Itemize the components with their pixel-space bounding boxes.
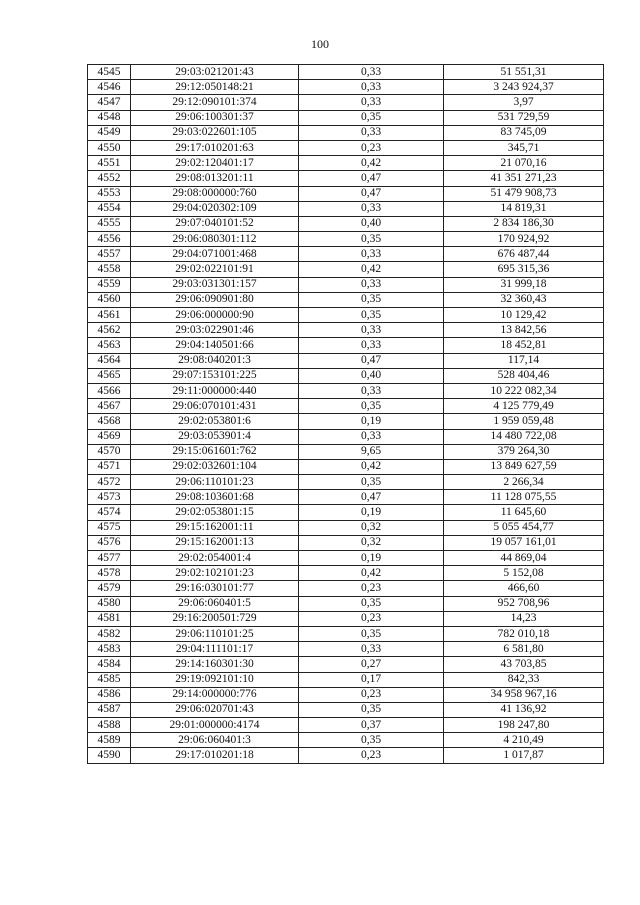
table-row bbox=[88, 216, 604, 231]
rate-cell: 0,35 bbox=[299, 399, 444, 414]
row-number-cell: 4549 bbox=[88, 125, 131, 140]
row-number-cell: 4560 bbox=[88, 292, 131, 307]
row-number-cell: 4582 bbox=[88, 626, 131, 641]
row-number-cell: 4570 bbox=[88, 444, 131, 459]
cadastral-number-cell: 29:08:000000:760 bbox=[131, 186, 299, 201]
rate-cell: 0,23 bbox=[299, 140, 444, 155]
amount-cell: 695 315,36 bbox=[444, 262, 604, 277]
table-row bbox=[88, 292, 604, 307]
table-row bbox=[88, 444, 604, 459]
row-number-cell: 4566 bbox=[88, 383, 131, 398]
cadastral-number-cell: 29:15:162001:11 bbox=[131, 520, 299, 535]
rate-cell: 0,33 bbox=[299, 125, 444, 140]
table-row bbox=[88, 490, 604, 505]
amount-cell: 782 010,18 bbox=[444, 626, 604, 641]
cadastral-number-cell: 29:02:120401:17 bbox=[131, 156, 299, 171]
amount-cell: 51 551,31 bbox=[444, 65, 604, 80]
cadastral-number-cell: 29:06:020701:43 bbox=[131, 702, 299, 717]
rate-cell: 0,42 bbox=[299, 262, 444, 277]
row-number-cell: 4556 bbox=[88, 232, 131, 247]
rate-cell: 0,47 bbox=[299, 490, 444, 505]
row-number-cell: 4572 bbox=[88, 475, 131, 490]
row-number-cell: 4557 bbox=[88, 247, 131, 262]
rate-cell: 0,40 bbox=[299, 216, 444, 231]
rate-cell: 0,42 bbox=[299, 156, 444, 171]
table-row bbox=[88, 505, 604, 520]
row-number-cell: 4580 bbox=[88, 596, 131, 611]
table-row bbox=[88, 687, 604, 702]
row-number-cell: 4546 bbox=[88, 80, 131, 95]
rate-cell: 9,65 bbox=[299, 444, 444, 459]
amount-cell: 170 924,92 bbox=[444, 232, 604, 247]
cadastral-number-cell: 29:03:031301:157 bbox=[131, 277, 299, 292]
cadastral-number-cell: 29:02:053801:15 bbox=[131, 505, 299, 520]
data-table bbox=[87, 64, 604, 764]
rate-cell: 0,33 bbox=[299, 429, 444, 444]
cadastral-number-cell: 29:03:053901:4 bbox=[131, 429, 299, 444]
amount-cell: 10 129,42 bbox=[444, 308, 604, 323]
table-row bbox=[88, 596, 604, 611]
rate-cell: 0,23 bbox=[299, 748, 444, 763]
table-row bbox=[88, 368, 604, 383]
table-row bbox=[88, 429, 604, 444]
cadastral-number-cell: 29:08:013201:11 bbox=[131, 171, 299, 186]
rate-cell: 0,33 bbox=[299, 338, 444, 353]
table-row bbox=[88, 566, 604, 581]
rate-cell: 0,33 bbox=[299, 323, 444, 338]
rate-cell: 0,23 bbox=[299, 687, 444, 702]
table-row bbox=[88, 156, 604, 171]
rate-cell: 0,42 bbox=[299, 459, 444, 474]
amount-cell: 43 703,85 bbox=[444, 657, 604, 672]
rate-cell: 0,42 bbox=[299, 566, 444, 581]
table-row bbox=[88, 323, 604, 338]
cadastral-number-cell: 29:07:153101:225 bbox=[131, 368, 299, 383]
rate-cell: 0,33 bbox=[299, 247, 444, 262]
cadastral-number-cell: 29:14:160301:30 bbox=[131, 657, 299, 672]
rate-cell: 0,33 bbox=[299, 277, 444, 292]
row-number-cell: 4587 bbox=[88, 702, 131, 717]
cadastral-number-cell: 29:02:054001:4 bbox=[131, 551, 299, 566]
table-row bbox=[88, 65, 604, 80]
cadastral-number-cell: 29:06:110101:25 bbox=[131, 626, 299, 641]
rate-cell: 0,27 bbox=[299, 657, 444, 672]
table-row bbox=[88, 672, 604, 687]
table-row bbox=[88, 232, 604, 247]
table-row bbox=[88, 551, 604, 566]
cadastral-number-cell: 29:07:040101:52 bbox=[131, 216, 299, 231]
row-number-cell: 4558 bbox=[88, 262, 131, 277]
rate-cell: 0,19 bbox=[299, 505, 444, 520]
cadastral-number-cell: 29:11:000000:440 bbox=[131, 383, 299, 398]
rate-cell: 0,35 bbox=[299, 308, 444, 323]
cadastral-number-cell: 29:06:070101:431 bbox=[131, 399, 299, 414]
amount-cell: 345,71 bbox=[444, 140, 604, 155]
amount-cell: 19 057 161,01 bbox=[444, 535, 604, 550]
row-number-cell: 4581 bbox=[88, 611, 131, 626]
amount-cell: 31 999,18 bbox=[444, 277, 604, 292]
row-number-cell: 4552 bbox=[88, 171, 131, 186]
row-number-cell: 4554 bbox=[88, 201, 131, 216]
table-row bbox=[88, 353, 604, 368]
table-row bbox=[88, 459, 604, 474]
table-row bbox=[88, 520, 604, 535]
table-row bbox=[88, 475, 604, 490]
row-number-cell: 4584 bbox=[88, 657, 131, 672]
cadastral-number-cell: 29:02:053801:6 bbox=[131, 414, 299, 429]
row-number-cell: 4555 bbox=[88, 216, 131, 231]
row-number-cell: 4576 bbox=[88, 535, 131, 550]
cadastral-number-cell: 29:04:020302:109 bbox=[131, 201, 299, 216]
row-number-cell: 4590 bbox=[88, 748, 131, 763]
table-row bbox=[88, 733, 604, 748]
table-row bbox=[88, 611, 604, 626]
cadastral-number-cell: 29:15:061601:762 bbox=[131, 444, 299, 459]
cadastral-number-cell: 29:06:100301:37 bbox=[131, 110, 299, 125]
row-number-cell: 4585 bbox=[88, 672, 131, 687]
row-number-cell: 4548 bbox=[88, 110, 131, 125]
amount-cell: 531 729,59 bbox=[444, 110, 604, 125]
table-row bbox=[88, 702, 604, 717]
cadastral-number-cell: 29:06:090901:80 bbox=[131, 292, 299, 307]
rate-cell: 0,35 bbox=[299, 626, 444, 641]
cadastral-number-cell: 29:02:022101:91 bbox=[131, 262, 299, 277]
rate-cell: 0,35 bbox=[299, 292, 444, 307]
table-row bbox=[88, 383, 604, 398]
row-number-cell: 4588 bbox=[88, 718, 131, 733]
rate-cell: 0,33 bbox=[299, 65, 444, 80]
cadastral-number-cell: 29:06:080301:112 bbox=[131, 232, 299, 247]
amount-cell: 13 842,56 bbox=[444, 323, 604, 338]
amount-cell: 34 958 967,16 bbox=[444, 687, 604, 702]
table-row bbox=[88, 247, 604, 262]
amount-cell: 83 745,09 bbox=[444, 125, 604, 140]
row-number-cell: 4579 bbox=[88, 581, 131, 596]
row-number-cell: 4578 bbox=[88, 566, 131, 581]
rate-cell: 0,23 bbox=[299, 611, 444, 626]
table-row bbox=[88, 399, 604, 414]
row-number-cell: 4562 bbox=[88, 323, 131, 338]
cadastral-number-cell: 29:12:090101:374 bbox=[131, 95, 299, 110]
row-number-cell: 4569 bbox=[88, 429, 131, 444]
row-number-cell: 4550 bbox=[88, 140, 131, 155]
rate-cell: 0,32 bbox=[299, 520, 444, 535]
row-number-cell: 4571 bbox=[88, 459, 131, 474]
amount-cell: 41 136,92 bbox=[444, 702, 604, 717]
rate-cell: 0,47 bbox=[299, 171, 444, 186]
amount-cell: 952 708,96 bbox=[444, 596, 604, 611]
rate-cell: 0,37 bbox=[299, 718, 444, 733]
table-row bbox=[88, 80, 604, 95]
row-number-cell: 4575 bbox=[88, 520, 131, 535]
rate-cell: 0,17 bbox=[299, 672, 444, 687]
amount-cell: 4 210,49 bbox=[444, 733, 604, 748]
row-number-cell: 4567 bbox=[88, 399, 131, 414]
cadastral-number-cell: 29:06:110101:23 bbox=[131, 475, 299, 490]
table-row bbox=[88, 201, 604, 216]
rate-cell: 0,19 bbox=[299, 414, 444, 429]
rate-cell: 0,33 bbox=[299, 80, 444, 95]
table-row bbox=[88, 95, 604, 110]
rate-cell: 0,35 bbox=[299, 596, 444, 611]
amount-cell: 2 266,34 bbox=[444, 475, 604, 490]
rate-cell: 0,33 bbox=[299, 642, 444, 657]
amount-cell: 1 959 059,48 bbox=[444, 414, 604, 429]
row-number-cell: 4559 bbox=[88, 277, 131, 292]
rate-cell: 0,19 bbox=[299, 551, 444, 566]
rate-cell: 0,35 bbox=[299, 702, 444, 717]
cadastral-number-cell: 29:14:000000:776 bbox=[131, 687, 299, 702]
amount-cell: 4 125 779,49 bbox=[444, 399, 604, 414]
table-row bbox=[88, 626, 604, 641]
amount-cell: 676 487,44 bbox=[444, 247, 604, 262]
amount-cell: 14 819,31 bbox=[444, 201, 604, 216]
cadastral-number-cell: 29:17:010201:63 bbox=[131, 140, 299, 155]
amount-cell: 41 351 271,23 bbox=[444, 171, 604, 186]
rate-cell: 0,40 bbox=[299, 368, 444, 383]
rate-cell: 0,47 bbox=[299, 353, 444, 368]
rate-cell: 0,23 bbox=[299, 581, 444, 596]
amount-cell: 21 070,16 bbox=[444, 156, 604, 171]
row-number-cell: 4589 bbox=[88, 733, 131, 748]
table-body bbox=[88, 65, 604, 764]
cadastral-number-cell: 29:08:040201:3 bbox=[131, 353, 299, 368]
amount-cell: 3,97 bbox=[444, 95, 604, 110]
rate-cell: 0,32 bbox=[299, 535, 444, 550]
table-row bbox=[88, 110, 604, 125]
table-row bbox=[88, 262, 604, 277]
row-number-cell: 4561 bbox=[88, 308, 131, 323]
cadastral-number-cell: 29:03:022901:46 bbox=[131, 323, 299, 338]
rate-cell: 0,47 bbox=[299, 186, 444, 201]
row-number-cell: 4583 bbox=[88, 642, 131, 657]
amount-cell: 528 404,46 bbox=[444, 368, 604, 383]
row-number-cell: 4551 bbox=[88, 156, 131, 171]
amount-cell: 14,23 bbox=[444, 611, 604, 626]
amount-cell: 18 452,81 bbox=[444, 338, 604, 353]
row-number-cell: 4547 bbox=[88, 95, 131, 110]
cadastral-number-cell: 29:06:060401:5 bbox=[131, 596, 299, 611]
amount-cell: 3 243 924,37 bbox=[444, 80, 604, 95]
table-row bbox=[88, 171, 604, 186]
table-row bbox=[88, 308, 604, 323]
table-row bbox=[88, 535, 604, 550]
page-number: 100 bbox=[311, 37, 329, 51]
cadastral-number-cell: 29:15:162001:13 bbox=[131, 535, 299, 550]
cadastral-number-cell: 29:03:021201:43 bbox=[131, 65, 299, 80]
row-number-cell: 4545 bbox=[88, 65, 131, 80]
rate-cell: 0,33 bbox=[299, 383, 444, 398]
cadastral-number-cell: 29:16:030101:77 bbox=[131, 581, 299, 596]
amount-cell: 379 264,30 bbox=[444, 444, 604, 459]
cadastral-number-cell: 29:04:071001:468 bbox=[131, 247, 299, 262]
amount-cell: 11 645,60 bbox=[444, 505, 604, 520]
cadastral-number-cell: 29:19:092101:10 bbox=[131, 672, 299, 687]
row-number-cell: 4563 bbox=[88, 338, 131, 353]
row-number-cell: 4586 bbox=[88, 687, 131, 702]
table-row bbox=[88, 140, 604, 155]
cadastral-number-cell: 29:12:050148:21 bbox=[131, 80, 299, 95]
table-row bbox=[88, 125, 604, 140]
cadastral-number-cell: 29:08:103601:68 bbox=[131, 490, 299, 505]
rate-cell: 0,35 bbox=[299, 475, 444, 490]
table-row bbox=[88, 186, 604, 201]
amount-cell: 5 152,08 bbox=[444, 566, 604, 581]
amount-cell: 6 581,80 bbox=[444, 642, 604, 657]
rate-cell: 0,35 bbox=[299, 110, 444, 125]
table-row bbox=[88, 581, 604, 596]
table-row bbox=[88, 748, 604, 763]
table-row bbox=[88, 277, 604, 292]
cadastral-number-cell: 29:02:032601:104 bbox=[131, 459, 299, 474]
amount-cell: 13 849 627,59 bbox=[444, 459, 604, 474]
row-number-cell: 4565 bbox=[88, 368, 131, 383]
table-row bbox=[88, 338, 604, 353]
table-row bbox=[88, 718, 604, 733]
cadastral-number-cell: 29:06:000000:90 bbox=[131, 308, 299, 323]
amount-cell: 198 247,80 bbox=[444, 718, 604, 733]
cadastral-number-cell: 29:02:102101:23 bbox=[131, 566, 299, 581]
cadastral-number-cell: 29:01:000000:4174 bbox=[131, 718, 299, 733]
row-number-cell: 4577 bbox=[88, 551, 131, 566]
table-row bbox=[88, 642, 604, 657]
row-number-cell: 4574 bbox=[88, 505, 131, 520]
amount-cell: 10 222 082,34 bbox=[444, 383, 604, 398]
row-number-cell: 4573 bbox=[88, 490, 131, 505]
amount-cell: 5 055 454,77 bbox=[444, 520, 604, 535]
cadastral-number-cell: 29:04:140501:66 bbox=[131, 338, 299, 353]
rate-cell: 0,35 bbox=[299, 232, 444, 247]
table-row bbox=[88, 414, 604, 429]
amount-cell: 1 017,87 bbox=[444, 748, 604, 763]
amount-cell: 32 360,43 bbox=[444, 292, 604, 307]
amount-cell: 117,14 bbox=[444, 353, 604, 368]
cadastral-number-cell: 29:06:060401:3 bbox=[131, 733, 299, 748]
cadastral-number-cell: 29:03:022601:105 bbox=[131, 125, 299, 140]
amount-cell: 466,60 bbox=[444, 581, 604, 596]
rate-cell: 0,33 bbox=[299, 95, 444, 110]
rate-cell: 0,35 bbox=[299, 733, 444, 748]
row-number-cell: 4568 bbox=[88, 414, 131, 429]
row-number-cell: 4553 bbox=[88, 186, 131, 201]
rate-cell: 0,33 bbox=[299, 201, 444, 216]
cadastral-number-cell: 29:04:111101:17 bbox=[131, 642, 299, 657]
row-number-cell: 4564 bbox=[88, 353, 131, 368]
amount-cell: 11 128 075,55 bbox=[444, 490, 604, 505]
amount-cell: 2 834 186,30 bbox=[444, 216, 604, 231]
amount-cell: 14 480 722,08 bbox=[444, 429, 604, 444]
amount-cell: 51 479 908,73 bbox=[444, 186, 604, 201]
table-row bbox=[88, 657, 604, 672]
cadastral-number-cell: 29:17:010201:18 bbox=[131, 748, 299, 763]
cadastral-number-cell: 29:16:200501:729 bbox=[131, 611, 299, 626]
amount-cell: 44 869,04 bbox=[444, 551, 604, 566]
amount-cell: 842,33 bbox=[444, 672, 604, 687]
